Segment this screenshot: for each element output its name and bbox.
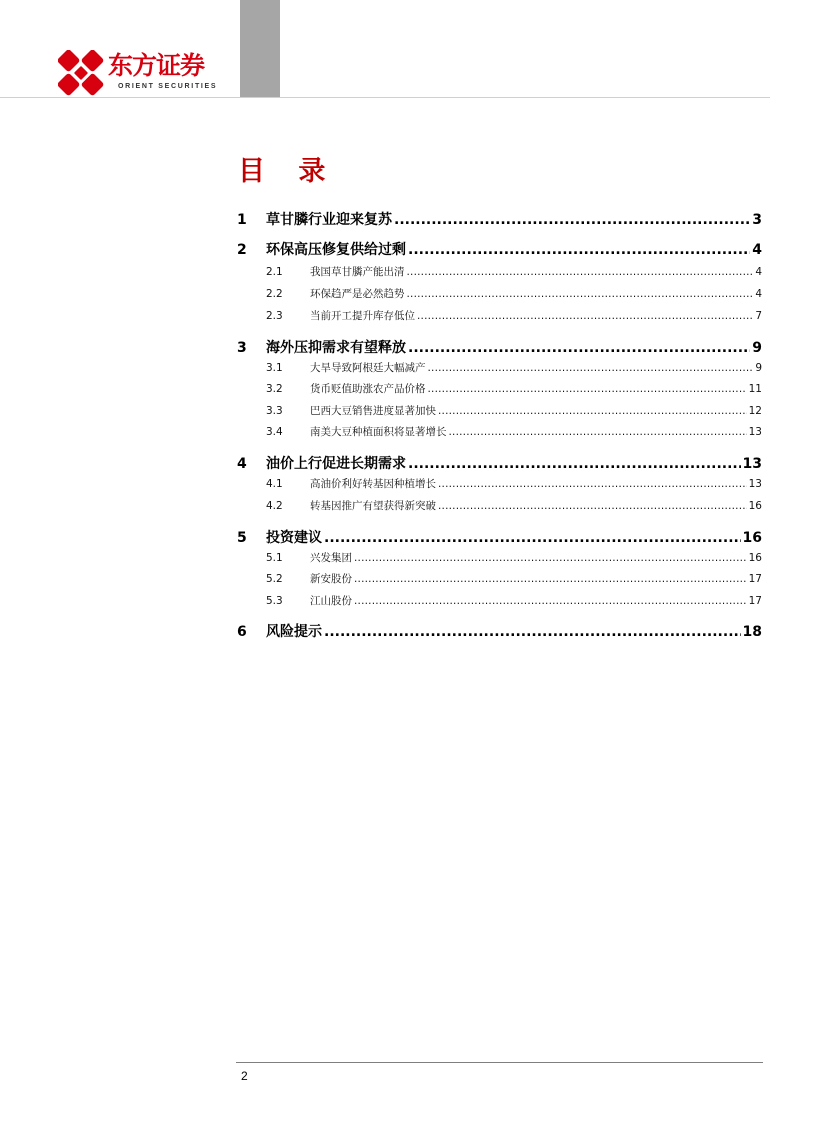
toc-entry-number: 1 xyxy=(237,212,247,228)
toc-entry-page: 18 xyxy=(742,624,762,640)
toc-entry-page: 4 xyxy=(752,242,762,258)
toc-chapter-entry[interactable] xyxy=(235,527,762,549)
toc-entry-title: 大旱导致阿根廷大幅减产 xyxy=(310,362,426,374)
toc-entry-page: 3 xyxy=(752,212,762,228)
toc-entry-title: 货币贬值助涨农产品价格 xyxy=(310,383,426,395)
toc-dot-leader xyxy=(438,401,747,421)
toc-entry-title: 投资建议 xyxy=(266,530,322,546)
logo-english-text: ORIENT SECURITIES xyxy=(118,83,218,90)
toc-dot-leader xyxy=(354,548,747,568)
toc-entry-title: 风险提示 xyxy=(266,624,322,640)
toc-entry-page: 9 xyxy=(755,362,762,374)
toc-dot-leader xyxy=(449,422,747,442)
toc-entry-number: 2.3 xyxy=(266,310,283,322)
toc-entry-title: 当前开工提升库存低位 xyxy=(310,310,415,322)
toc-entry-title: 海外压抑需求有望释放 xyxy=(266,340,406,356)
toc-dot-leader xyxy=(428,379,747,399)
toc-entry-number: 5.1 xyxy=(266,552,283,564)
toc-dot-leader xyxy=(428,358,754,378)
toc-entry-number: 3.2 xyxy=(266,383,283,395)
toc-entry-number: 2.1 xyxy=(266,266,283,278)
toc-entry-page: 17 xyxy=(748,595,762,607)
toc-dot-leader xyxy=(438,496,747,516)
toc-entry-page: 16 xyxy=(748,552,762,564)
logo-mark-icon xyxy=(58,50,104,96)
toc-entry-number: 4.2 xyxy=(266,500,283,512)
logo-chinese-text: 东方证券 xyxy=(108,51,205,80)
toc-entry-title: 巴西大豆销售进度显著加快 xyxy=(310,405,436,417)
toc-entry-title: 我国草甘膦产能出清 xyxy=(310,266,405,278)
toc-entry-page: 11 xyxy=(748,383,762,395)
toc-entry-number: 5.3 xyxy=(266,595,283,607)
toc-entry-page: 4 xyxy=(755,288,762,300)
header-divider xyxy=(0,97,770,98)
toc-dot-leader xyxy=(408,337,750,359)
toc-dot-leader xyxy=(354,569,747,589)
toc-dot-leader xyxy=(407,284,754,304)
toc-dot-leader xyxy=(324,621,741,643)
toc-dot-leader xyxy=(324,527,741,549)
toc-section-entry[interactable] xyxy=(235,496,762,516)
toc-dot-leader xyxy=(354,591,747,611)
toc-section-entry[interactable] xyxy=(235,401,762,421)
toc-entry-number: 4.1 xyxy=(266,478,283,490)
toc-entry-page: 9 xyxy=(752,340,762,356)
toc-dot-leader xyxy=(408,453,741,475)
toc-entry-title: 环保高压修复供给过剩 xyxy=(266,242,406,258)
toc-dot-leader xyxy=(438,474,747,494)
toc-entry-number: 5 xyxy=(237,530,247,546)
toc-entry-title: 兴发集团 xyxy=(310,552,352,564)
toc-chapter-entry[interactable] xyxy=(235,453,762,475)
toc-entry-number: 6 xyxy=(237,624,247,640)
header-gray-block xyxy=(240,0,280,97)
toc-chapter-entry[interactable] xyxy=(235,337,762,359)
toc-title: 目 录 xyxy=(238,156,338,187)
toc-dot-leader xyxy=(417,306,753,326)
company-logo xyxy=(58,50,228,96)
footer-divider xyxy=(236,1062,763,1063)
toc-entry-title: 新安股份 xyxy=(310,573,352,585)
toc-entry-page: 16 xyxy=(742,530,762,546)
toc-chapter-entry[interactable] xyxy=(235,209,762,231)
toc-entry-page: 13 xyxy=(742,456,762,472)
toc-section-entry[interactable] xyxy=(235,548,762,568)
toc-chapter-entry[interactable] xyxy=(235,239,762,261)
toc-entry-title: 南美大豆种植面积将显著增长 xyxy=(310,426,447,438)
toc-dot-leader xyxy=(394,209,750,231)
toc-section-entry[interactable] xyxy=(235,358,762,378)
toc-entry-page: 4 xyxy=(755,266,762,278)
toc-entry-number: 4 xyxy=(237,456,247,472)
toc-section-entry[interactable] xyxy=(235,284,762,304)
toc-section-entry[interactable] xyxy=(235,262,762,282)
toc-entry-number: 3.4 xyxy=(266,426,283,438)
toc-entry-number: 5.2 xyxy=(266,573,283,585)
toc-section-entry[interactable] xyxy=(235,379,762,399)
toc-section-entry[interactable] xyxy=(235,569,762,589)
toc-section-entry[interactable] xyxy=(235,474,762,494)
toc-entry-title: 江山股份 xyxy=(310,595,352,607)
toc-entry-number: 3.1 xyxy=(266,362,283,374)
page-number: 2 xyxy=(241,1069,248,1083)
toc-entry-page: 16 xyxy=(748,500,762,512)
toc-dot-leader xyxy=(407,262,754,282)
toc-entry-page: 13 xyxy=(748,426,762,438)
toc-entry-number: 2.2 xyxy=(266,288,283,300)
toc-chapter-entry[interactable] xyxy=(235,621,762,643)
toc-entry-number: 3.3 xyxy=(266,405,283,417)
toc-entry-title: 高油价利好转基因种植增长 xyxy=(310,478,436,490)
toc-entry-title: 油价上行促进长期需求 xyxy=(266,456,406,472)
toc-section-entry[interactable] xyxy=(235,422,762,442)
toc-entry-title: 环保趋严是必然趋势 xyxy=(310,288,405,300)
toc-entry-page: 13 xyxy=(748,478,762,490)
toc-entry-page: 12 xyxy=(748,405,762,417)
toc-entry-number: 3 xyxy=(237,340,247,356)
toc-entry-number: 2 xyxy=(237,242,247,258)
toc-entry-title: 转基因推广有望获得新突破 xyxy=(310,500,436,512)
toc-entry-page: 7 xyxy=(755,310,762,322)
toc-section-entry[interactable] xyxy=(235,591,762,611)
toc-section-entry[interactable] xyxy=(235,306,762,326)
toc-entry-title: 草甘膦行业迎来复苏 xyxy=(266,212,392,228)
toc-entry-page: 17 xyxy=(748,573,762,585)
toc-dot-leader xyxy=(408,239,750,261)
